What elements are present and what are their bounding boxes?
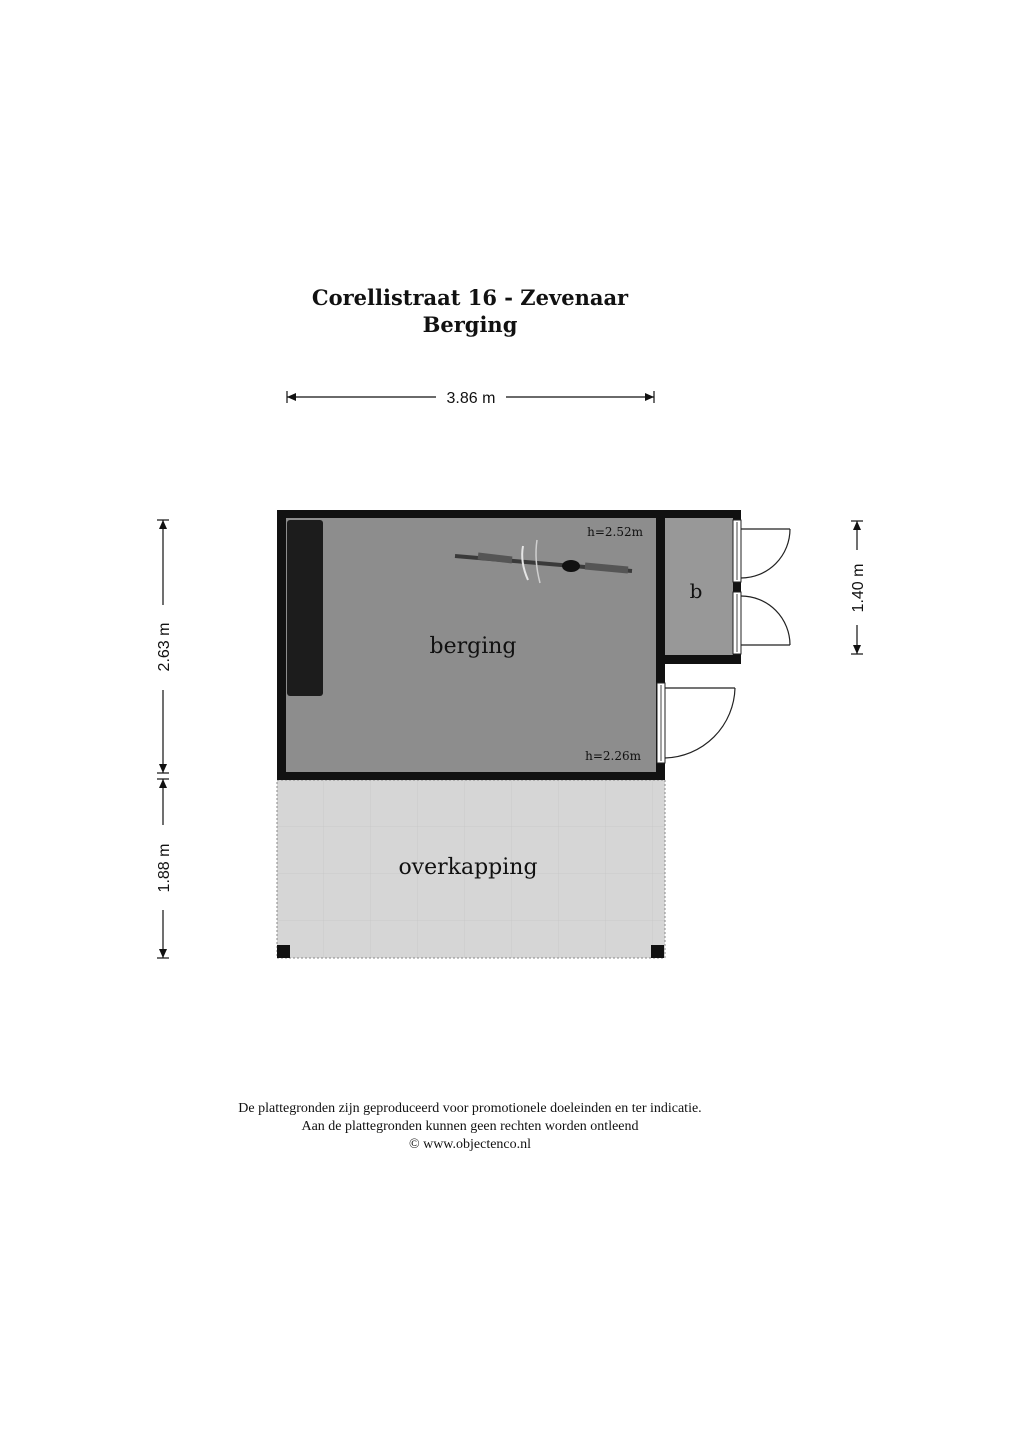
door-b-lower [733,592,790,654]
dimension-height-b [850,521,867,654]
dimension-width-top [287,390,654,407]
dimension-height-overkapping [156,779,173,958]
plan-title-address: Corellistraat 16 - Zevenaar [311,285,629,310]
ceiling-height-bottom: h=2.26m [585,749,641,763]
plan-title-floor: Berging [422,312,518,337]
cabinet [287,520,323,696]
dimension-height-overkapping-label: 1.88 m [156,843,173,893]
room-label-berging: berging [429,634,517,659]
ceiling-height-top: h=2.52m [587,525,643,539]
disclaimer-line-2: Aan de plattegronden kunnen geen rechten worden ontleend [301,1119,639,1134]
room-label-overkapping: overkapping [398,855,538,880]
disclaimer-line-1: De plattegronden zijn geproduceerd voor promotionele doeleinden en ter indicatie. [238,1101,702,1116]
dimension-width-top-label: 3.86 m [446,390,496,407]
room-label-b: b [689,579,703,603]
door-berging [657,683,735,763]
column-left [277,945,290,958]
copyright-link[interactable]: © www.objectenco.nl [408,1137,532,1152]
dimension-height-berging [156,520,173,773]
column-right [651,945,664,958]
dimension-height-b-label: 1.40 m [850,563,867,613]
dimension-height-berging-label: 2.63 m [156,622,173,672]
door-b-upper [733,520,790,582]
